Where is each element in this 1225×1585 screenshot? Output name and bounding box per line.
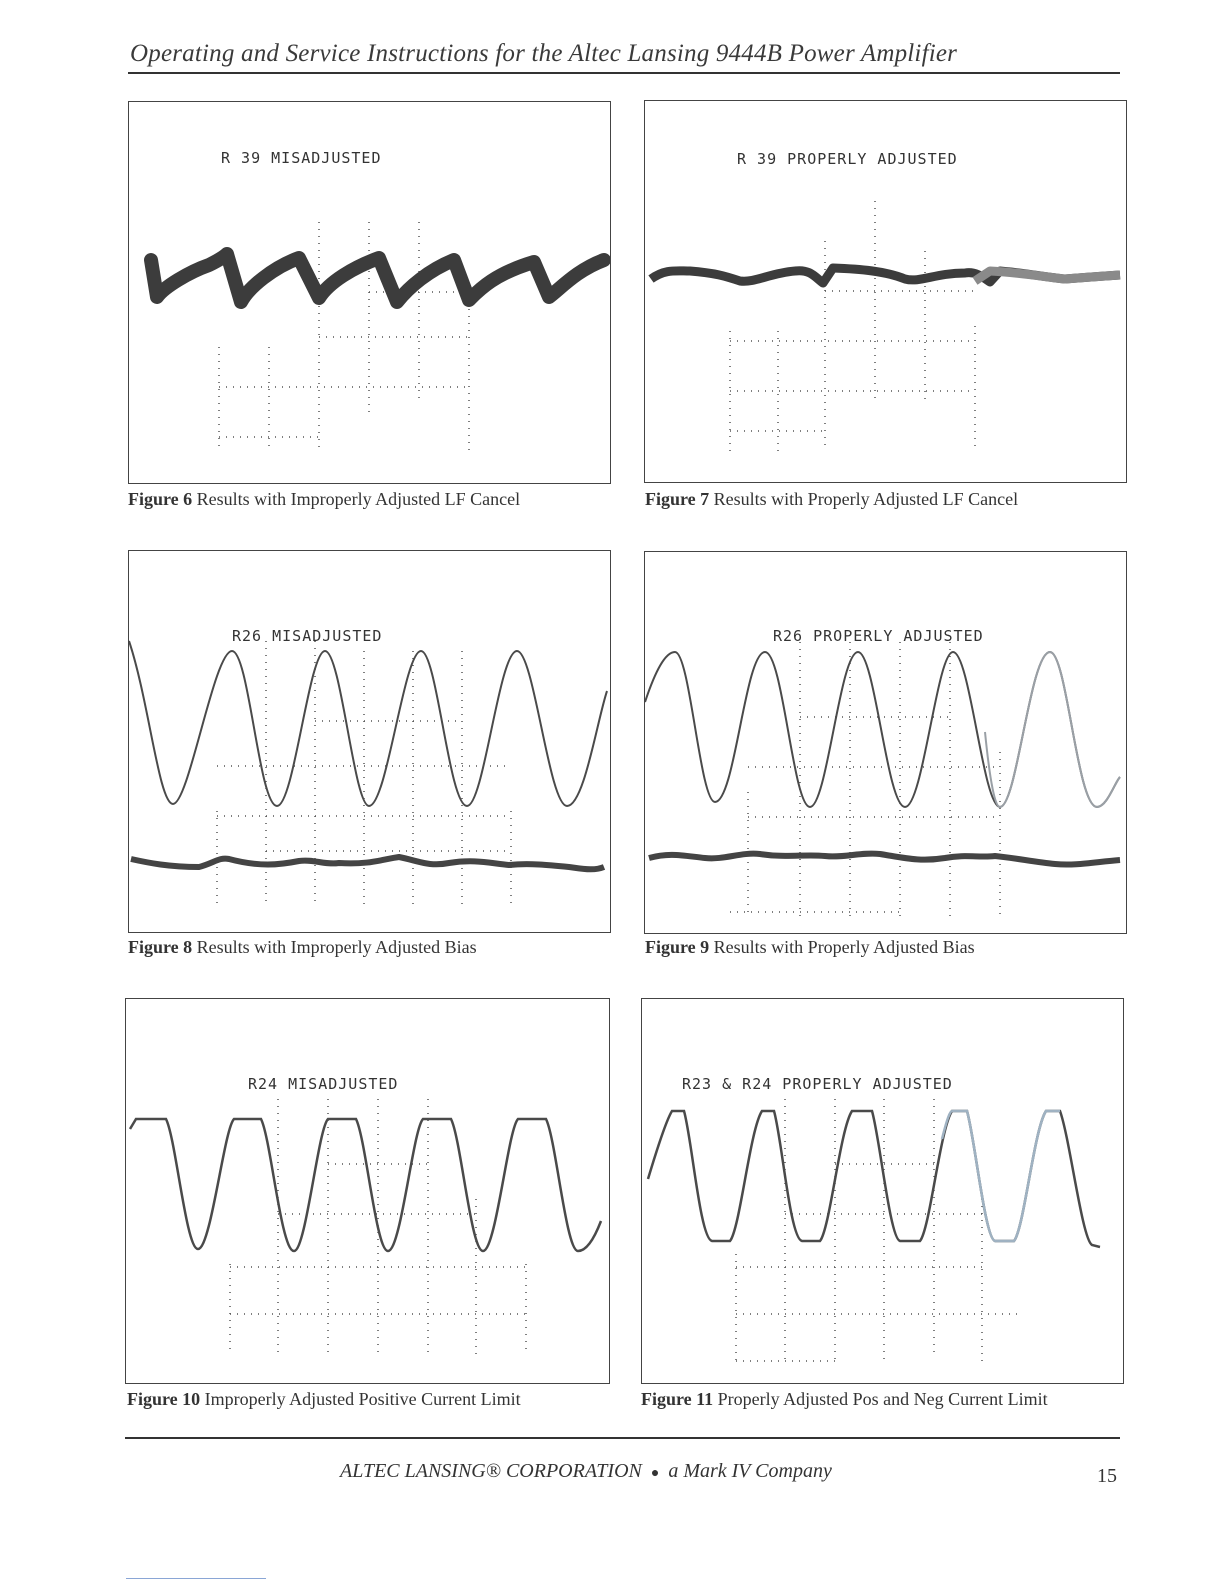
figure-9-caption	[645, 937, 975, 958]
figure-10-scope-panel	[125, 998, 610, 1384]
figure-10-caption	[127, 1389, 521, 1410]
figure-6-caption	[128, 489, 520, 510]
figure-6-scope-panel	[128, 101, 611, 484]
figure-10-caption-text: Improperly Adjusted Positive Current Limit	[204, 1389, 521, 1409]
figure-11-number: Figure 11	[641, 1389, 714, 1409]
header-rule	[128, 72, 1120, 74]
figure-8-scope-panel	[128, 550, 611, 933]
footer-separator: ●	[650, 1466, 660, 1481]
figure-11-scope-label: R23 & R24 PROPERLY ADJUSTED	[682, 1075, 953, 1093]
figure-7-scope-panel	[644, 100, 1127, 483]
figure-8-caption	[128, 937, 477, 958]
figure-9-trace-area	[645, 552, 1126, 933]
figure-11-scope-panel	[641, 998, 1124, 1384]
figure-7-caption-text: Results with Properly Adjusted LF Cancel	[713, 489, 1019, 509]
figure-10-number: Figure 10	[127, 1389, 201, 1409]
figure-6-number: Figure 6	[128, 489, 193, 509]
figure-9-caption-text: Results with Properly Adjusted Bias	[713, 937, 975, 957]
footer-tagline: a Mark IV Company	[668, 1460, 832, 1482]
figure-8-trace-area	[129, 551, 610, 932]
figure-6-caption-text: Results with Improperly Adjusted LF Cancel	[196, 489, 521, 509]
figure-7-scope-label: R 39 PROPERLY ADJUSTED	[737, 150, 958, 168]
figure-9-scope-label: R26 PROPERLY ADJUSTED	[773, 627, 984, 645]
figure-6-scope-label: R 39 MISADJUSTED	[221, 149, 382, 167]
figure-10-scope-label: R24 MISADJUSTED	[248, 1075, 399, 1093]
figure-7-caption	[645, 489, 1018, 510]
page-header-title: Operating and Service Instructions for the Altec Lansing 9444B Power Amplifier	[130, 40, 958, 67]
figure-11-caption-text: Properly Adjusted Pos and Neg Current Limit	[717, 1389, 1048, 1409]
figure-8-scope-label: R26 MISADJUSTED	[232, 627, 383, 645]
footer-rule	[125, 1437, 1120, 1439]
page-number: 15	[1097, 1465, 1117, 1487]
figure-9-scope-panel	[644, 551, 1127, 934]
footer-company: ALTEC LANSING® CORPORATION	[340, 1460, 642, 1482]
figure-11-caption	[641, 1389, 1048, 1410]
scan-edge-mark	[126, 1578, 266, 1579]
figure-10-trace-area	[126, 999, 609, 1383]
figure-9-number: Figure 9	[645, 937, 710, 957]
figure-11-trace-area	[642, 999, 1123, 1383]
figure-8-number: Figure 8	[128, 937, 193, 957]
figure-8-caption-text: Results with Improperly Adjusted Bias	[196, 937, 477, 957]
figure-7-number: Figure 7	[645, 489, 710, 509]
page-footer	[340, 1460, 832, 1483]
